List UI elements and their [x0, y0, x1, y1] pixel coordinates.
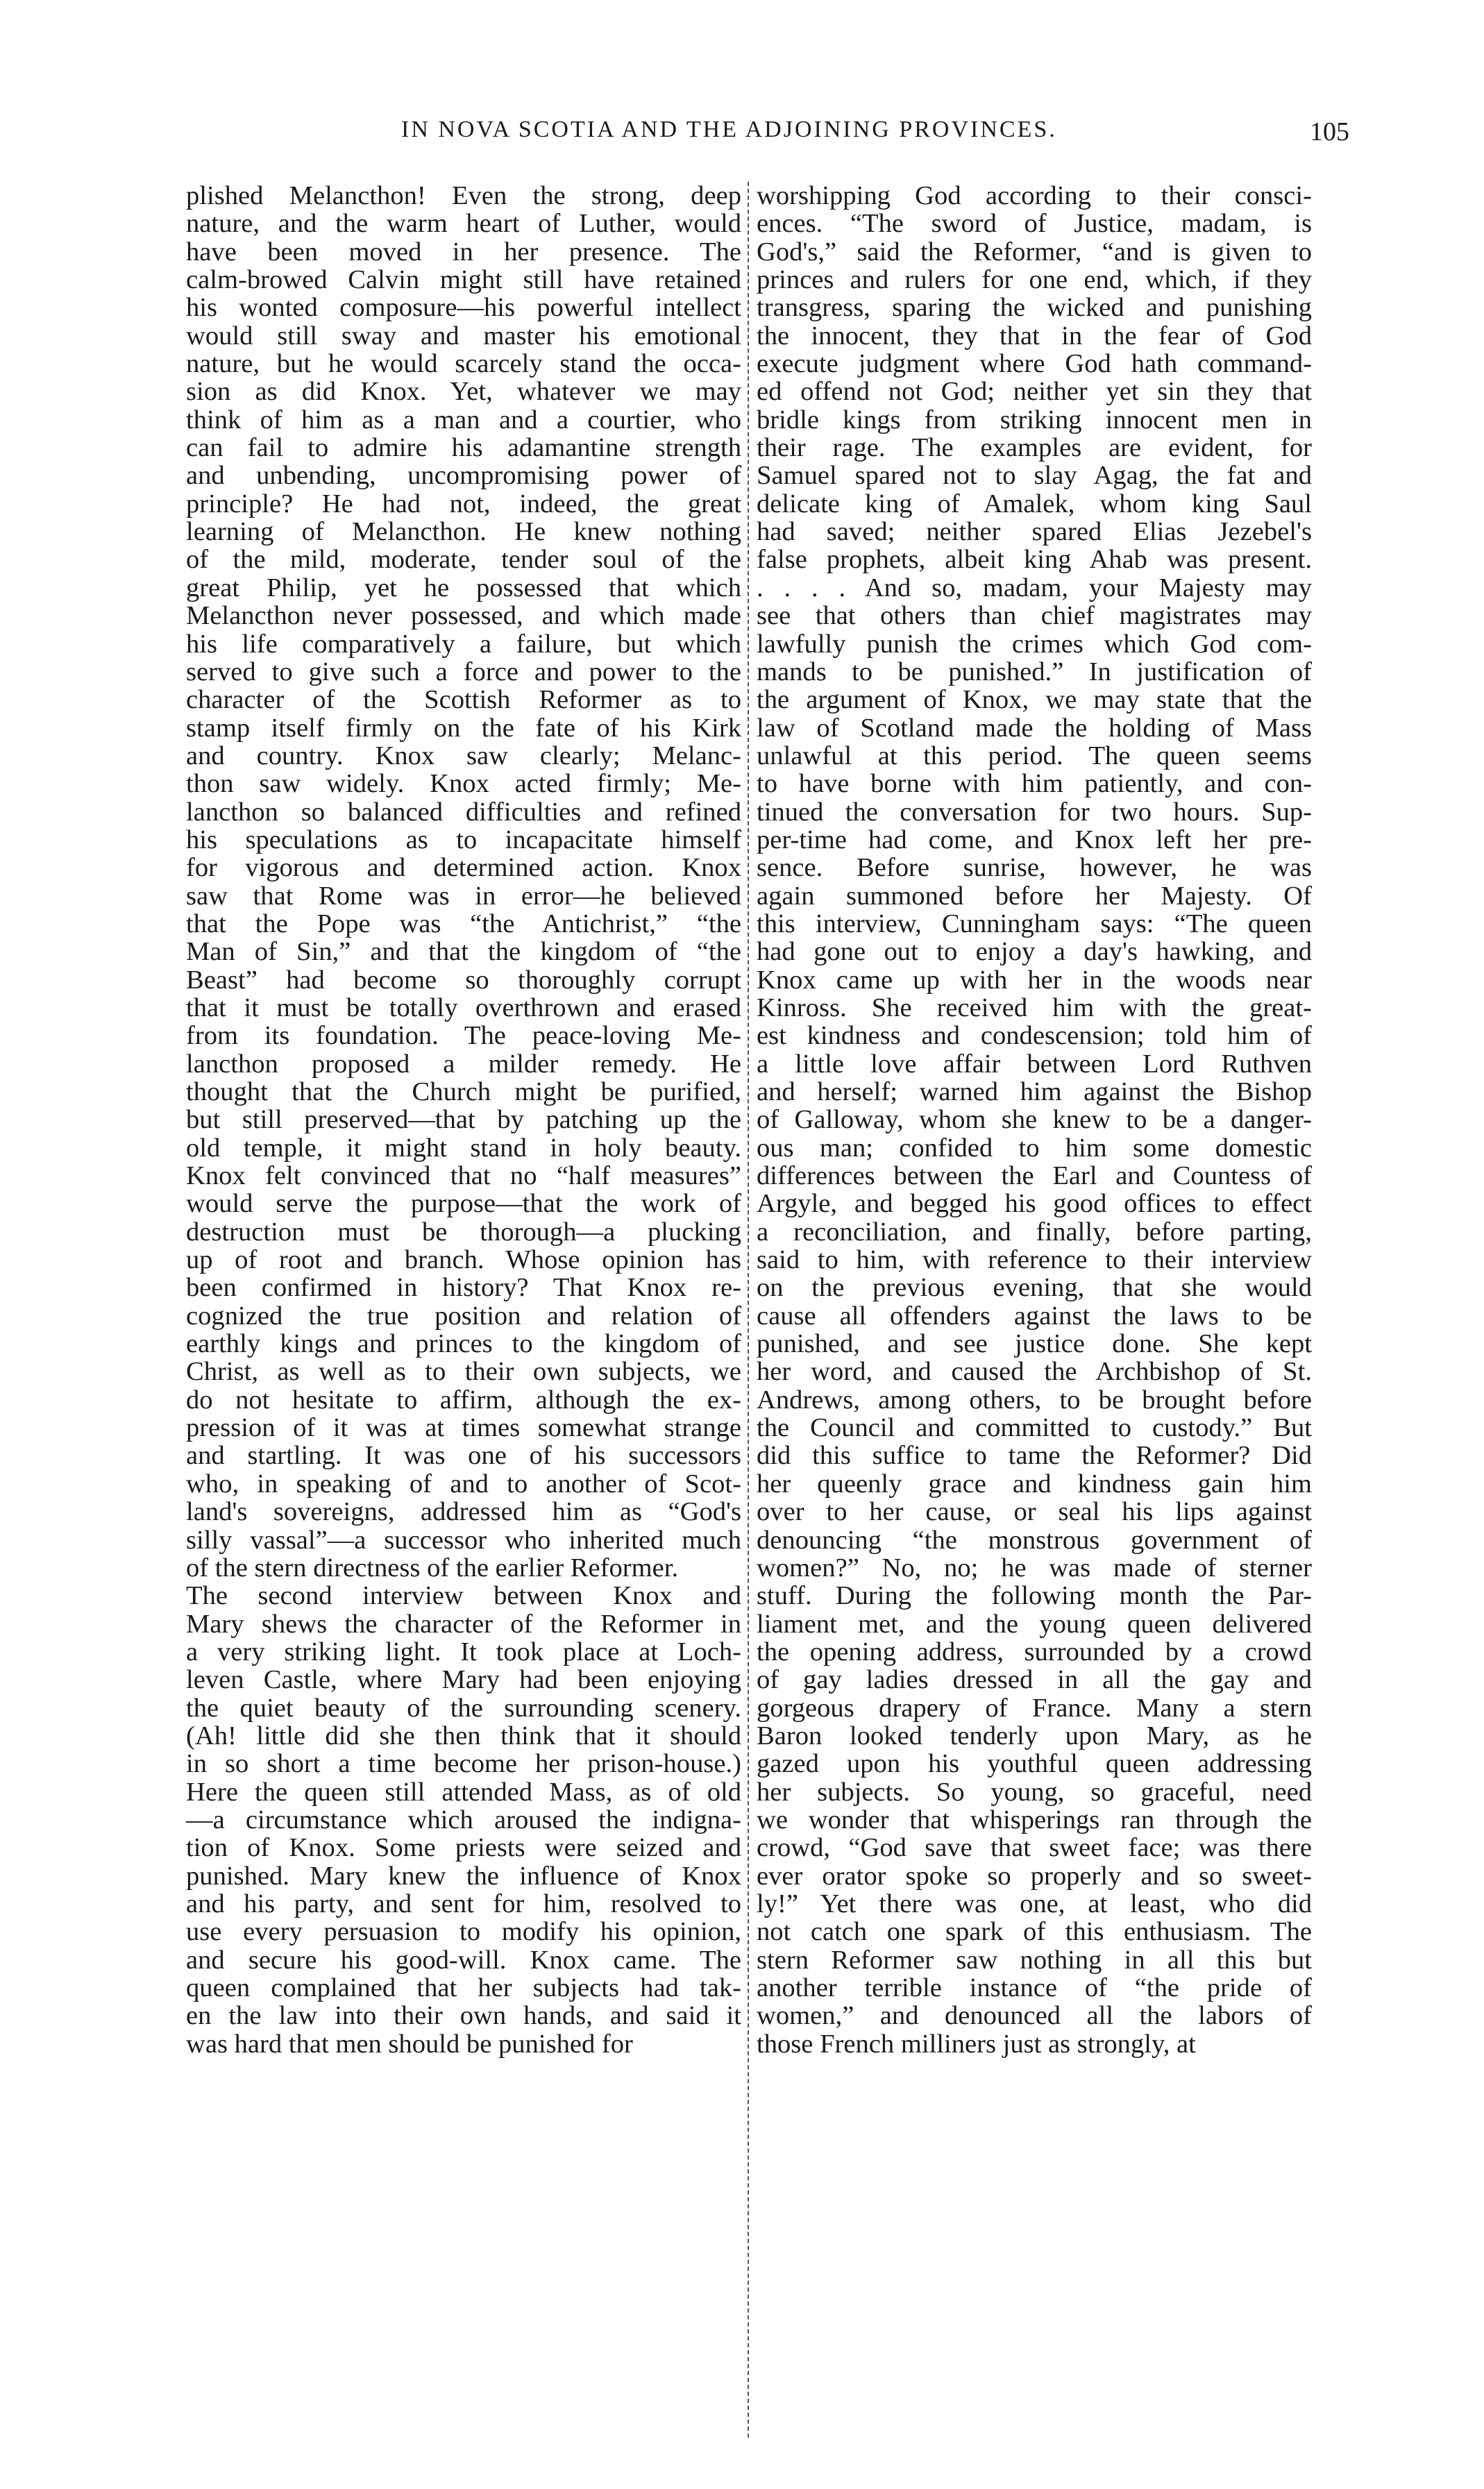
- text-line: can fail to admire his adamantine strength: [186, 433, 741, 463]
- text-line: . . . . And so, madam, your Majesty may: [757, 573, 1312, 602]
- text-line: destruction must be thorough—a plucking: [186, 1217, 741, 1247]
- text-line: gorgeous drapery of France. Many a stern: [757, 1693, 1312, 1723]
- text-line: Man of Sin,” and that the kingdom of “the: [186, 937, 741, 967]
- text-line: her queenly grace and kindness gain him: [757, 1469, 1312, 1499]
- text-line: principle? He had not, indeed, the great: [186, 489, 741, 518]
- text-line: cognized the true position and relation of: [186, 1301, 741, 1331]
- text-line: and country. Knox saw clearly; Melanc-: [186, 741, 741, 770]
- text-line: worshipping God according to their consci-: [757, 181, 1312, 210]
- text-line: see that others than chief magistrates may: [757, 601, 1312, 631]
- text-line: The second interview between Knox and: [186, 1581, 741, 1611]
- text-line: think of him as a man and a courtier, who: [186, 405, 741, 434]
- text-line: delicate king of Amalek, whom king Saul: [757, 489, 1312, 518]
- text-line: cause all offenders against the laws to be: [757, 1301, 1312, 1331]
- text-line: not catch one spark of this enthusiasm. The: [757, 1917, 1312, 1947]
- text-line: over to her cause, or seal his lips against: [757, 1497, 1312, 1527]
- text-line: earthly kings and princes to the kingdom of: [186, 1329, 741, 1359]
- text-line: served to give such a force and power to the: [186, 657, 741, 686]
- text-line: been confirmed in history? That Knox re-: [186, 1273, 741, 1303]
- text-line: transgress, sparing the wicked and punishing: [757, 293, 1312, 323]
- running-title: IN NOVA SCOTIA AND THE ADJOINING PROVINCES.: [401, 117, 1057, 142]
- text-line: silly vassal”—a successor who inherited much: [186, 1525, 741, 1555]
- text-line: his wonted composure—his powerful intellect: [186, 293, 741, 323]
- text-line: Melancthon never possessed, and which made: [186, 601, 741, 631]
- text-line: false prophets, albeit king Ahab was present.: [757, 545, 1312, 575]
- text-line: queen complained that her subjects had tak-: [186, 1973, 741, 2002]
- text-line: land's sovereigns, addressed him as “God's: [186, 1497, 741, 1527]
- text-line: tinued the conversation for two hours. Sup-: [757, 797, 1312, 827]
- text-line: ences. “The sword of Justice, madam, is: [757, 209, 1312, 239]
- text-line: in so short a time become her prison-house.): [186, 1749, 741, 1779]
- text-line: thon saw widely. Knox acted firmly; Me-: [186, 769, 741, 799]
- text-line: a little love affair between Lord Ruthven: [757, 1049, 1312, 1079]
- text-line: Baron looked tenderly upon Mary, as he: [757, 1721, 1312, 1750]
- text-line: God's,” said the Reformer, “and is given to: [757, 237, 1312, 267]
- text-line: from its foundation. The peace-loving Me-: [186, 1021, 741, 1051]
- column-divider: [748, 182, 749, 2438]
- text-line: to have borne with him patiently, and con-: [757, 769, 1312, 799]
- text-line: crowd, “God save that sweet face; was there: [757, 1833, 1312, 1863]
- text-line: this interview, Cunningham says: “The queen: [757, 909, 1312, 938]
- text-line: ous man; confided to him some domestic: [757, 1133, 1312, 1163]
- text-line: had gone out to enjoy a day's hawking, and: [757, 937, 1312, 967]
- right-text-column: [757, 182, 1312, 2058]
- text-line: the Council and committed to custody.” But: [757, 1413, 1312, 1443]
- text-line: did this suffice to tame the Reformer? Did: [757, 1441, 1312, 1471]
- text-line: a reconciliation, and finally, before parting,: [757, 1217, 1312, 1247]
- text-line: unlawful at this period. The queen seems: [757, 741, 1312, 770]
- text-line: leven Castle, where Mary had been enjoying: [186, 1665, 741, 1695]
- text-line: for vigorous and determined action. Knox: [186, 853, 741, 883]
- text-line: we wonder that whisperings ran through the: [757, 1805, 1312, 1834]
- text-line: Mary shews the character of the Reformer in: [186, 1609, 741, 1639]
- text-line: the opening address, surrounded by a crowd: [757, 1637, 1312, 1667]
- text-line: up of root and branch. Whose opinion has: [186, 1245, 741, 1275]
- text-line: nature, but he would scarcely stand the occa-: [186, 349, 741, 379]
- text-line: and herself; warned him against the Bishop: [757, 1077, 1312, 1106]
- text-line: princes and rulers for one end, which, if they: [757, 265, 1312, 295]
- text-line: ed offend not God; neither yet sin they that: [757, 377, 1312, 407]
- text-line: old temple, it might stand in holy beauty.: [186, 1133, 741, 1163]
- text-line: lawfully punish the crimes which God com-: [757, 629, 1312, 659]
- text-line: was hard that men should be punished for: [186, 2029, 633, 2059]
- text-line: and secure his good-will. Knox came. The: [186, 1945, 741, 1975]
- text-line: plished Melancthon! Even the strong, deep: [186, 181, 741, 210]
- text-line: liament met, and the young queen delivered: [757, 1609, 1312, 1639]
- text-line: en the law into their own hands, and said it: [186, 2001, 741, 2031]
- text-line: her word, and caused the Archbishop of St.: [757, 1357, 1312, 1387]
- text-line: (Ah! little did she then think that it should: [186, 1721, 741, 1750]
- text-line: Here the queen still attended Mass, as of old: [186, 1777, 741, 1807]
- text-line: of the mild, moderate, tender soul of the: [186, 545, 741, 575]
- text-line: Beast” had become so thoroughly corrupt: [186, 965, 741, 995]
- text-line: her subjects. So young, so graceful, need: [757, 1777, 1312, 1807]
- text-line: stamp itself firmly on the fate of his Kirk: [186, 713, 741, 743]
- text-line: lancthon proposed a milder remedy. He: [186, 1049, 741, 1079]
- text-line: on the previous evening, that she would: [757, 1273, 1312, 1303]
- text-line: Knox came up with her in the woods near: [757, 965, 1312, 995]
- text-line: had saved; neither spared Elias Jezebel's: [757, 517, 1312, 547]
- text-line: and startling. It was one of his successors: [186, 1441, 741, 1471]
- text-line: per-time had come, and Knox left her pre-: [757, 825, 1312, 854]
- text-line: tion of Knox. Some priests were seized and: [186, 1833, 741, 1863]
- text-line: learning of Melancthon. He knew nothing: [186, 517, 741, 547]
- text-line: —a circumstance which aroused the indigna-: [186, 1805, 741, 1834]
- text-line: Kinross. She received him with the great-: [757, 993, 1312, 1022]
- left-text-column: [186, 182, 741, 2058]
- text-line: Argyle, and begged his good offices to effect: [757, 1189, 1312, 1219]
- text-line: of gay ladies dressed in all the gay and: [757, 1665, 1312, 1695]
- text-line: thought that the Church might be purified,: [186, 1077, 741, 1106]
- text-line: women?” No, no; he was made of sterner: [757, 1553, 1312, 1583]
- text-line: the quiet beauty of the surrounding scenery.: [186, 1693, 741, 1723]
- text-line: bridle kings from striking innocent men in: [757, 405, 1312, 434]
- text-line: saw that Rome was in error—he believed: [186, 881, 741, 911]
- text-line: execute judgment where God hath command-: [757, 349, 1312, 379]
- page-number: 105: [1310, 117, 1349, 146]
- text-line: character of the Scottish Reformer as to: [186, 685, 741, 715]
- text-line: their rage. The examples are evident, for: [757, 433, 1312, 463]
- text-line: who, in speaking of and to another of Scot-: [186, 1469, 741, 1499]
- text-line: his life comparatively a failure, but which: [186, 629, 741, 659]
- text-line: but still preserved—that by patching up the: [186, 1105, 741, 1135]
- text-line: ever orator spoke so properly and so sweet-: [757, 1861, 1312, 1891]
- text-line: of the stern directness of the earlier Reformer.: [186, 1553, 679, 1583]
- text-line: said to him, with reference to their interview: [757, 1245, 1312, 1275]
- text-line: sion as did Knox. Yet, whatever we may: [186, 377, 741, 407]
- text-line: punished. Mary knew the influence of Knox: [186, 1861, 741, 1891]
- text-line: pression of it was at times somewhat strange: [186, 1413, 741, 1443]
- text-line: the argument of Knox, we may state that the: [757, 685, 1312, 715]
- text-line: mands to be punished.” In justification of: [757, 657, 1312, 686]
- text-line: denouncing “the monstrous government of: [757, 1525, 1312, 1555]
- text-line: differences between the Earl and Countess of: [757, 1161, 1312, 1191]
- text-line: gazed upon his youthful queen addressing: [757, 1749, 1312, 1779]
- running-header: [186, 117, 1349, 158]
- text-line: stern Reformer saw nothing in all this but: [757, 1945, 1312, 1975]
- text-line: that the Pope was “the Antichrist,” “the: [186, 909, 741, 938]
- text-line: ly!” Yet there was one, at least, who did: [757, 1889, 1312, 1918]
- text-line: would serve the purpose—that the work of: [186, 1189, 741, 1219]
- text-line: the innocent, they that in the fear of God: [757, 321, 1312, 351]
- text-line: and his party, and sent for him, resolved to: [186, 1889, 741, 1918]
- text-line: punished, and see justice done. She kept: [757, 1329, 1312, 1359]
- text-line: a very striking light. It took place at Loch-: [186, 1637, 741, 1667]
- text-line: use every persuasion to modify his opinion,: [186, 1917, 741, 1947]
- text-line: great Philip, yet he possessed that which: [186, 573, 741, 602]
- text-line: another terrible instance of “the pride of: [757, 1973, 1312, 2002]
- text-line: that it must be totally overthrown and erased: [186, 993, 741, 1022]
- text-line: Christ, as well as to their own subjects, we: [186, 1357, 741, 1387]
- text-line: calm-browed Calvin might still have retained: [186, 265, 741, 295]
- text-line: his speculations as to incapacitate himself: [186, 825, 741, 854]
- text-line: Samuel spared not to slay Agag, the fat and: [757, 461, 1312, 491]
- text-line: would still sway and master his emotional: [186, 321, 741, 351]
- text-line: est kindness and condescension; told him of: [757, 1021, 1312, 1051]
- text-line: do not hesitate to affirm, although the ex-: [186, 1385, 741, 1415]
- text-line: and unbending, uncompromising power of: [186, 461, 741, 491]
- text-line: nature, and the warm heart of Luther, would: [186, 209, 741, 239]
- text-line: Andrews, among others, to be brought before: [757, 1385, 1312, 1415]
- text-line: stuff. During the following month the Par-: [757, 1581, 1312, 1611]
- text-line: of Galloway, whom she knew to be a danger-: [757, 1105, 1312, 1135]
- text-line: lancthon so balanced difficulties and refined: [186, 797, 741, 827]
- text-line: law of Scotland made the holding of Mass: [757, 713, 1312, 743]
- text-line: women,” and denounced all the labors of: [757, 2001, 1312, 2031]
- text-line: again summoned before her Majesty. Of: [757, 881, 1312, 911]
- text-line: have been moved in her presence. The: [186, 237, 741, 267]
- text-line: sence. Before sunrise, however, he was: [757, 853, 1312, 883]
- text-line: Knox felt convinced that no “half measures”: [186, 1161, 741, 1191]
- text-line: those French milliners just as strongly, at: [757, 2029, 1196, 2059]
